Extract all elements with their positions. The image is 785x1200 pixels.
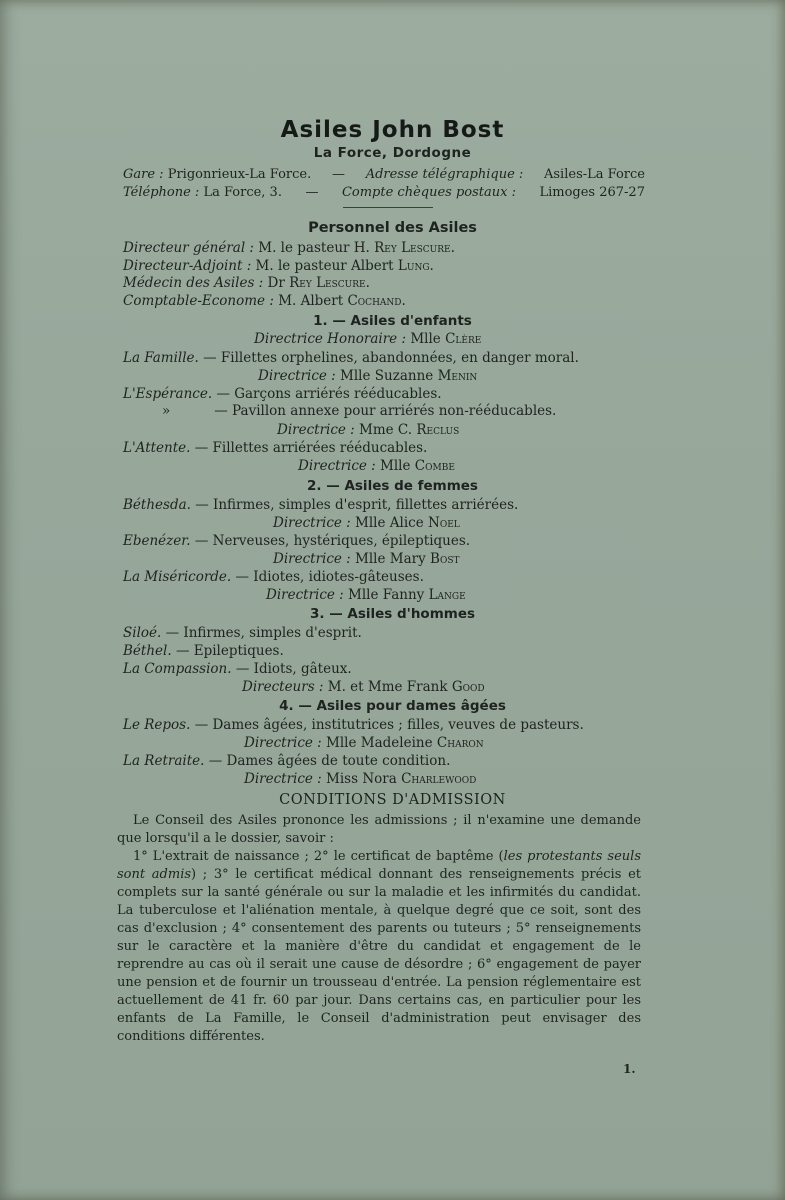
asylum-entry: L'Espérance. — Garçons arriérés rééducables. bbox=[123, 386, 442, 402]
section-heading-femmes: 2. — Asiles de femmes bbox=[307, 478, 478, 494]
adresse-label: Adresse télégraphique : bbox=[365, 167, 524, 182]
staff-line: Médecin des Asiles : Dr Rey Lescure. bbox=[123, 275, 370, 291]
personnel-heading: Personnel des Asiles bbox=[308, 220, 477, 236]
asylum-entry: Siloé. — Infirmes, simples d'esprit. bbox=[123, 625, 362, 641]
director-line: Directrice Honoraire : Mlle Clère bbox=[254, 331, 482, 347]
document-title: Asiles John Bost bbox=[280, 117, 505, 143]
asylum-entry: » — Pavillon annexe pour arriérés non-rééducables. bbox=[162, 403, 557, 419]
compte-label: Compte chèques postaux : bbox=[341, 185, 516, 200]
director-line: Directrice : Mlle Alice Noel bbox=[273, 515, 460, 531]
asylum-entry: Béthel. — Epileptiques. bbox=[123, 643, 284, 659]
staff-line: Directeur-Adjoint : M. le pasteur Albert Lung. bbox=[123, 258, 434, 274]
asylum-entry: Ebenézer. — Nerveuses, hystériques, épileptiques. bbox=[123, 533, 471, 549]
adresse-value: Asiles-La Force bbox=[544, 167, 645, 182]
dash: — bbox=[331, 167, 345, 182]
asylum-entry: La Miséricorde. — Idiotes, idiotes-gâteuses. bbox=[123, 569, 424, 585]
asylum-entry: Béthesda. — Infirmes, simples d'esprit, fillettes arriérées. bbox=[123, 497, 519, 513]
asylum-entry: L'Attente. — Fillettes arriérées rééducables. bbox=[123, 440, 428, 456]
conditions-text bbox=[117, 812, 641, 1046]
director-line: Directrice : Mlle Combe bbox=[298, 458, 455, 474]
section-heading-enfants: 1. — Asiles d'enfants bbox=[313, 313, 472, 329]
conditions-paragraph-1: Le Conseil des Asiles prononce les admissions ; il n'examine une demande que lorsqu'il a le dossier, savoir : bbox=[117, 813, 641, 846]
director-line: Directrice : Mlle Mary Bost bbox=[273, 551, 460, 567]
asylum-entry: La Retraite. — Dames âgées de toute condition. bbox=[123, 753, 451, 769]
contact-row-2 bbox=[123, 186, 645, 199]
contact-row-1 bbox=[123, 168, 645, 181]
section-heading-dames-agees: 4. — Asiles pour dames âgées bbox=[279, 698, 506, 714]
compte-value: Limoges 267-27 bbox=[539, 185, 645, 200]
director-line: Directrice : Mlle Madeleine Charon bbox=[244, 735, 484, 751]
director-line: Directeurs : M. et Mme Frank Good bbox=[242, 679, 485, 695]
telephone-info: Téléphone : La Force, 3. bbox=[123, 185, 282, 200]
staff-line: Directeur général : M. le pasteur H. Rey Lescure. bbox=[123, 240, 455, 256]
asylum-entry: La Compassion. — Idiots, gâteux. bbox=[123, 661, 352, 677]
director-line: Directrice : Mlle Suzanne Menin bbox=[258, 368, 478, 384]
conditions-heading: CONDITIONS D'ADMISSION bbox=[279, 792, 506, 808]
document-subtitle: La Force, Dordogne bbox=[313, 145, 472, 161]
gare-info: Gare : Prigonrieux-La Force. bbox=[123, 167, 312, 182]
asylum-entry: Le Repos. — Dames âgées, institutrices ; filles, veuves de pasteurs. bbox=[123, 717, 584, 733]
director-line: Directrice : Mme C. Reclus bbox=[277, 422, 460, 438]
asylum-entry: La Famille. — Fillettes orphelines, abandonnées, en danger moral. bbox=[123, 350, 579, 366]
section-heading-hommes: 3. — Asiles d'hommes bbox=[309, 606, 476, 622]
director-line: Directrice : Miss Nora Charlewood bbox=[244, 771, 477, 787]
director-line: Directrice : Mlle Fanny Lange bbox=[266, 587, 466, 603]
divider-rule bbox=[343, 207, 433, 208]
dash: — bbox=[305, 185, 319, 200]
page-number: 1. bbox=[623, 1062, 636, 1076]
staff-line: Comptable-Econome : M. Albert Cochand. bbox=[123, 293, 406, 309]
conditions-paragraph-2: 1° L'extrait de naissance ; 2° le certificat de baptême (les protestants seuls sont admis) ; 3° le certificat médical donnant des renseignements précis et complets sur la santé générale ou sur la maladie et les infirmités du candidat. La tuberculose et l'aliénation mentale, à quelque degré que ce soit, sont des cas d'exclusion ; 4° consentement des parents ou tuteurs ; 5° renseignements sur le caractère et la manière d'être du candidat et engagement de le reprendre au cas où il serait une cause de désordre ; 6° engagement de payer une pension et de fournir un trousseau d'entrée. La pension réglementaire est actuellement de 41 fr. 60 par jour. Dans certains cas, en particulier pour les enfants de La Famille, le Conseil d'administration peut envisager des conditions différentes. bbox=[117, 849, 641, 1044]
